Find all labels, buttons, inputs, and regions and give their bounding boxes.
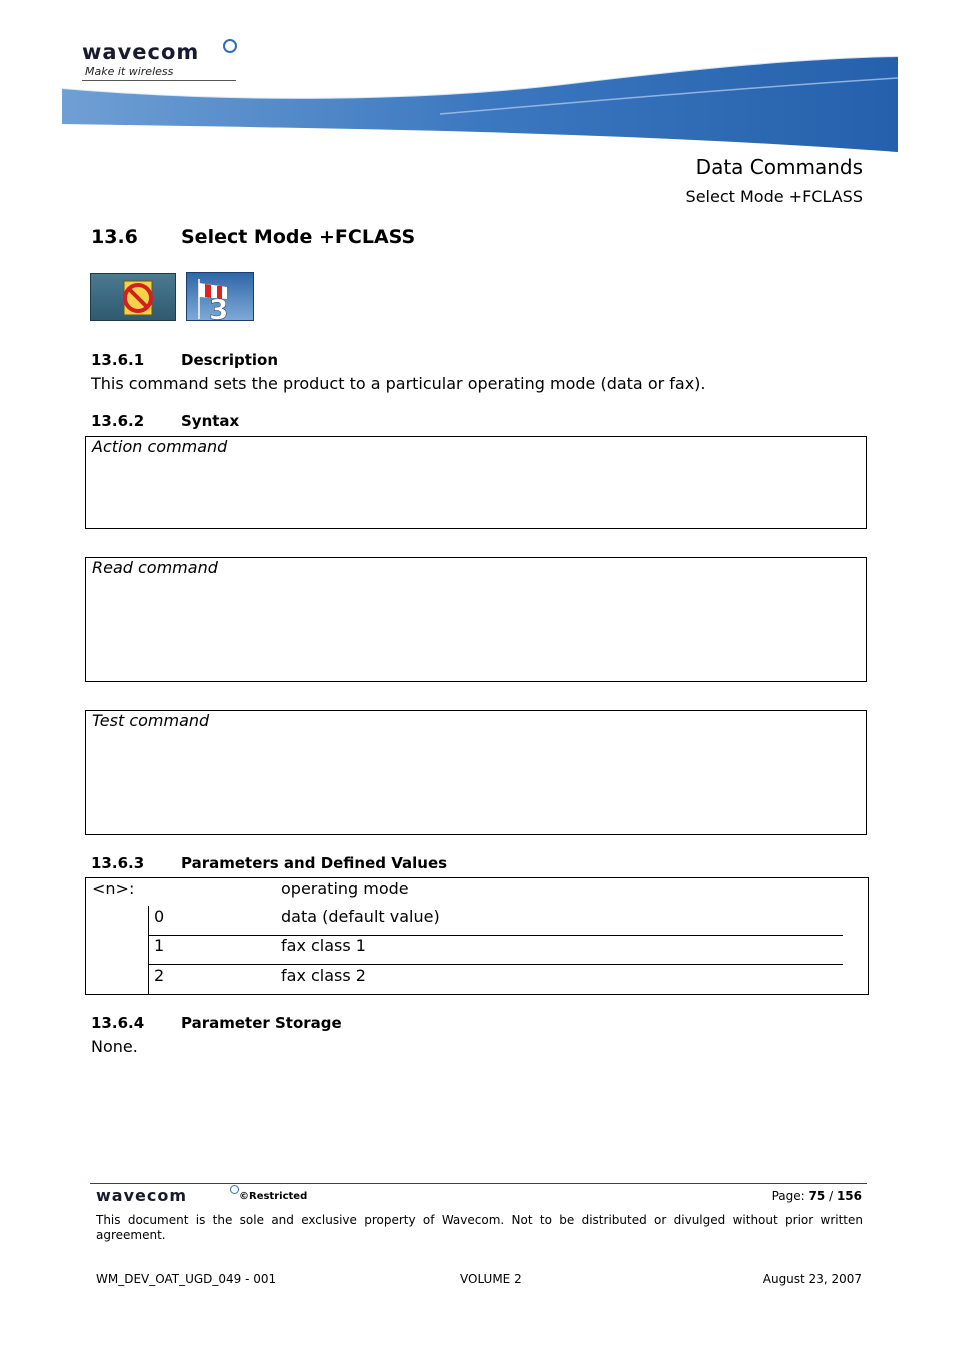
page-current: 75 [808,1189,826,1203]
param-value: 2 [154,966,165,985]
read-command-label: Read command [92,558,218,577]
footer-logo-swirl-icon [230,1185,239,1194]
param-value: 1 [154,936,165,955]
section-title: Select Mode +FCLASS [181,226,416,248]
param-meaning: fax class 2 [281,966,366,985]
svg-text:3: 3 [209,293,229,322]
footer-page-number [772,1189,862,1203]
param-meaning: fax class 1 [281,936,366,955]
table-row [149,906,843,936]
footer-rule [90,1183,867,1184]
footer-restricted: ©Restricted [239,1191,308,1202]
param-value: 0 [154,907,165,926]
footer-date: August 23, 2007 [762,1272,862,1286]
description-number: 13.6.1 [91,351,145,369]
section-number: 13.6 [91,226,138,248]
footer-volume: VOLUME 2 [460,1272,522,1286]
header-subsection-title: Select Mode +FCLASS [685,187,863,206]
param-description: operating mode [281,879,409,898]
header-section-title: Data Commands [695,155,863,179]
parameters-number: 13.6.3 [91,854,145,872]
parameters-table [85,877,869,995]
description-text: This command sets the product to a particular operating mode (data or fax). [91,374,706,393]
windsock-3-icon [186,272,254,321]
param-meaning: data (default value) [281,907,440,926]
page-separator: / [829,1189,834,1203]
storage-number: 13.6.4 [91,1014,145,1032]
footer-doc-id: WM_DEV_OAT_UGD_049 - 001 [96,1272,277,1286]
header-banner [60,52,900,156]
logo-wordmark: wavecom [82,40,200,64]
table-row [149,965,843,994]
test-command-label: Test command [92,711,210,730]
description-title: Description [181,351,279,369]
syntax-number: 13.6.2 [91,412,145,430]
sim-not-required-icon [90,273,176,321]
page-total: 156 [836,1189,862,1203]
page-label: Page: [771,1189,805,1203]
parameters-title: Parameters and Defined Values [181,854,448,872]
read-command-box [85,557,867,682]
param-name: <n>: [92,879,135,898]
logo-swirl-icon [223,39,237,53]
syntax-title: Syntax [181,412,240,430]
storage-text: None. [91,1037,138,1056]
logo-tagline: Make it wireless [85,65,174,78]
footer-logo [96,1186,316,1206]
action-command-box [85,436,867,529]
footer-logo-wordmark: wavecom [96,1186,188,1205]
footer-notice: This document is the sole and exclusive property of Wavecom. Not to be distributed or divulged without prior written agreement. [96,1213,863,1242]
action-command-label: Action command [92,437,228,456]
table-row [149,936,843,965]
test-command-box [85,710,867,835]
storage-title: Parameter Storage [181,1014,342,1032]
